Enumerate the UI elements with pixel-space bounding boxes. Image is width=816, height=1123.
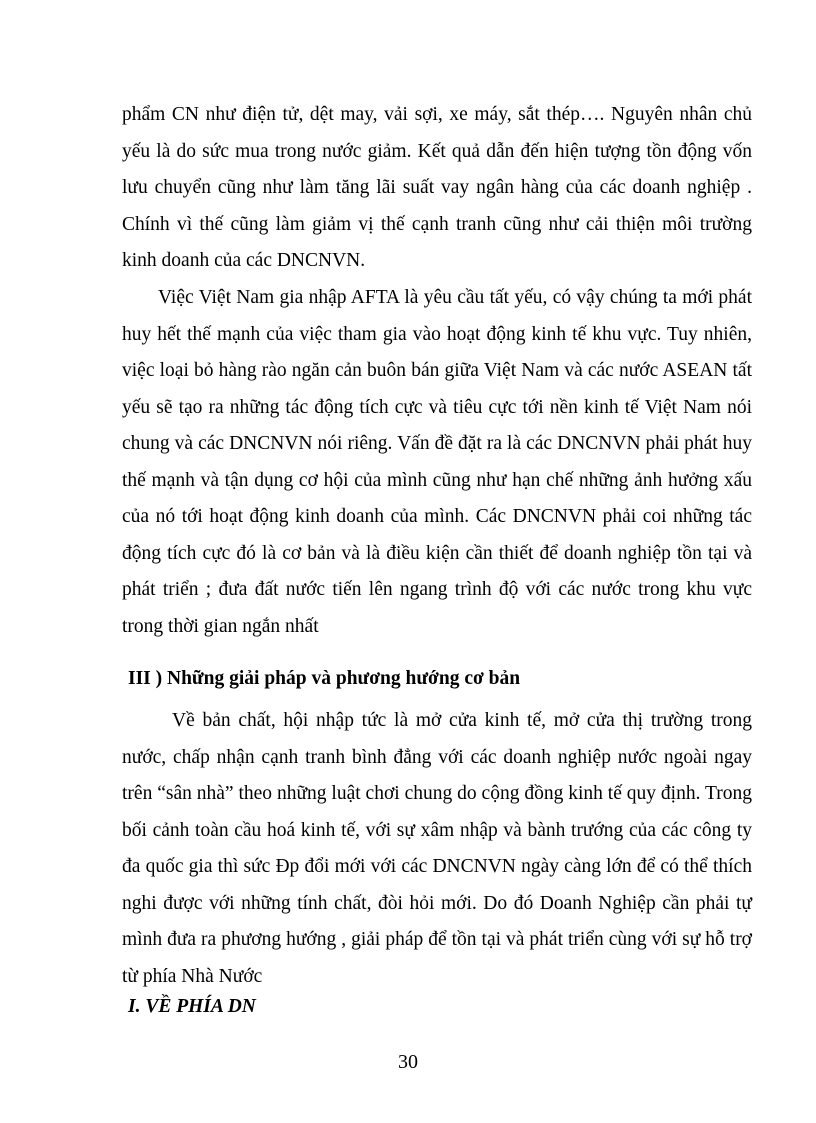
paragraph-1: phẩm CN như điện tử, dệt may, vải sợi, xe máy, sắt thép…. Nguyên nhân chủ yếu là do sức mua trong nước giảm. Kết quả dẫn đến hiện tượng tồn động vốn lưu chuyển cũng như làm tăng lãi suất vay ngân hàng của các doanh nghiệp . Chính vì thế cũng làm giảm vị thế cạnh tranh cũng như cải thiện môi trường kinh doanh của các DNCNVN.	[122, 104, 752, 271]
section-heading: III ) Những giải pháp và phương hướng cơ bản	[128, 668, 521, 689]
page-number: 30	[398, 1051, 418, 1073]
paragraph-2: Việc Việt Nam gia nhập AFTA là yêu cầu tất yếu, có vậy chúng ta mới phát huy hết thế mạnh của việc tham gia vào hoạt động kinh tế khu vực. Tuy nhiên, việc loại bỏ hàng rào ngăn cản buôn bán giữa Việt Nam và các nước ASEAN tất yếu sẽ tạo ra những tác động tích cực và tiêu cực tới nền kinh tế Việt Nam nói chung và các DNCNVN nói riêng. Vấn đề đặt ra là các DNCNVN phải phát huy thế mạnh và tận dụng cơ hội của mình cũng như hạn chế những ảnh hưởng xấu của nó tới hoạt động kinh doanh của mình. Các DNCNVN phải coi những tác động tích cực đó là cơ bản và là điều kiện cần thiết để doanh nghiệp tồn tại và phát triển ; đưa đất nước tiến lên ngang trình độ với các nước trong khu vực trong thời gian ngắn nhất	[122, 287, 752, 637]
subsection-heading: I. VỀ PHÍA DN	[128, 996, 256, 1017]
paragraph-3: Về bản chất, hội nhập tức là mở cửa kinh tế, mở cửa thị trường trong nước, chấp nhận cạnh tranh bình đẳng với các doanh nghiệp nước ngoài ngay trên “sân nhà” theo những luật chơi chung do cộng đồng kinh tế quy định. Trong bối cảnh toàn cầu hoá kinh tế, với sự xâm nhập và bành trướng của các công ty đa quốc gia thì sức Đp đổi mới với các DNCNVN ngày càng lớn để có thể thích nghi được với những tính chất, đòi hỏi mới. Do đó Doanh Nghiệp cần phải tự mình đưa ra phương hướng , giải pháp để tồn tại và phát triển cùng với sự hỗ trợ từ phía Nhà Nước	[122, 710, 752, 987]
